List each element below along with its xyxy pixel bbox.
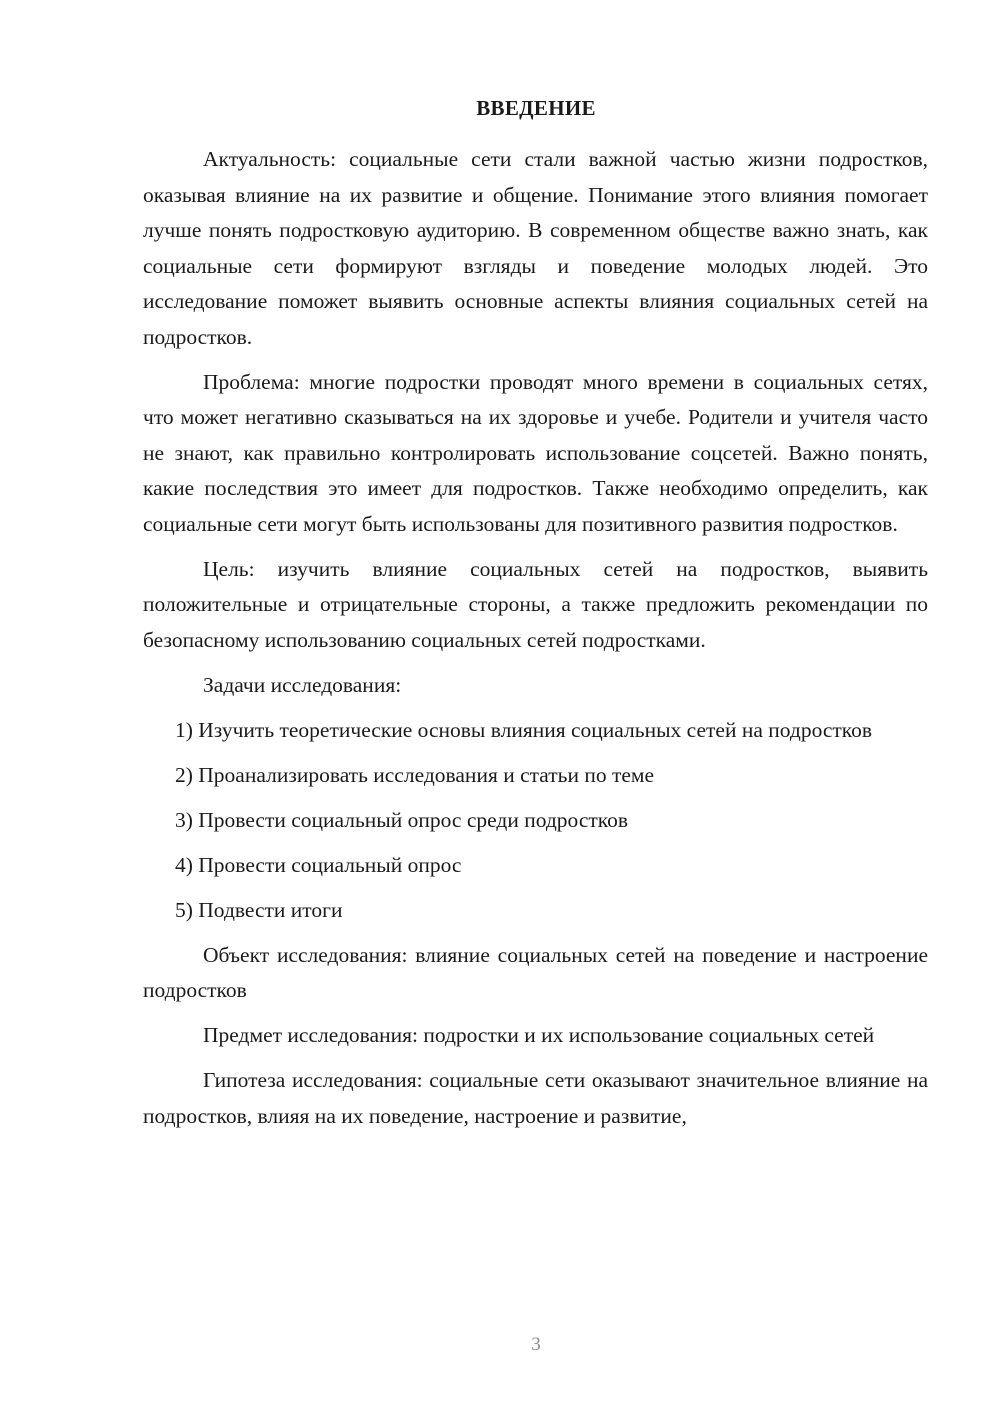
relevance-paragraph: Актуальность: социальные сети стали важной частью жизни подростков, оказывая влияние на их развитие и общение. Понимание этого влияния помогает лучше понять подростковую аудиторию. В современном обществе важно знать, как социальные сети формируют взгляды и поведение молодых людей. Это исследование поможет выявить основные аспекты влияния социальных сетей на подростков. bbox=[143, 147, 928, 349]
list-item: 1) Изучить теоретические основы влияния социальных сетей на подростков bbox=[175, 717, 873, 742]
page-title: ВВЕДЕНИЕ bbox=[476, 96, 596, 120]
subject-paragraph: Предмет исследования: подростки и их использование социальных сетей bbox=[203, 1023, 875, 1047]
object-paragraph: Объект исследования: влияние социальных сетей на поведение и настроение подростков bbox=[143, 942, 928, 1002]
list-item: 3) Провести социальный опрос среди подростков bbox=[175, 807, 629, 832]
hypothesis-paragraph: Гипотеза исследования: социальные сети оказывают значительное влияние на подростков, влияя на их поведение, настроение и развитие, bbox=[143, 1068, 928, 1128]
goal-paragraph: Цель: изучить влияние социальных сетей на подростков, выявить положительные и отрицательные стороны, а также предложить рекомендации по безопасному использованию социальных сетей подростками. bbox=[143, 556, 928, 652]
problem-paragraph: Проблема: многие подростки проводят много времени в социальных сетях, что может негативно сказываться на их здоровье и учебе. Родители и учителя часто не знают, как правильно контролировать использование соцсетей. Важно понять, какие последствия это имеет для подростков. Также необходимо определить, как социальные сети могут быть использованы для позитивного развития подростков. bbox=[143, 369, 928, 536]
page-number: 3 bbox=[531, 1334, 541, 1355]
list-item: 2) Проанализировать исследования и статьи по теме bbox=[175, 762, 655, 787]
tasks-list bbox=[143, 713, 928, 929]
body-text bbox=[143, 142, 928, 1134]
list-item: 5) Подвести итоги bbox=[175, 897, 343, 922]
list-item: 4) Провести социальный опрос bbox=[175, 852, 462, 877]
tasks-heading: Задачи исследования: bbox=[203, 672, 402, 697]
